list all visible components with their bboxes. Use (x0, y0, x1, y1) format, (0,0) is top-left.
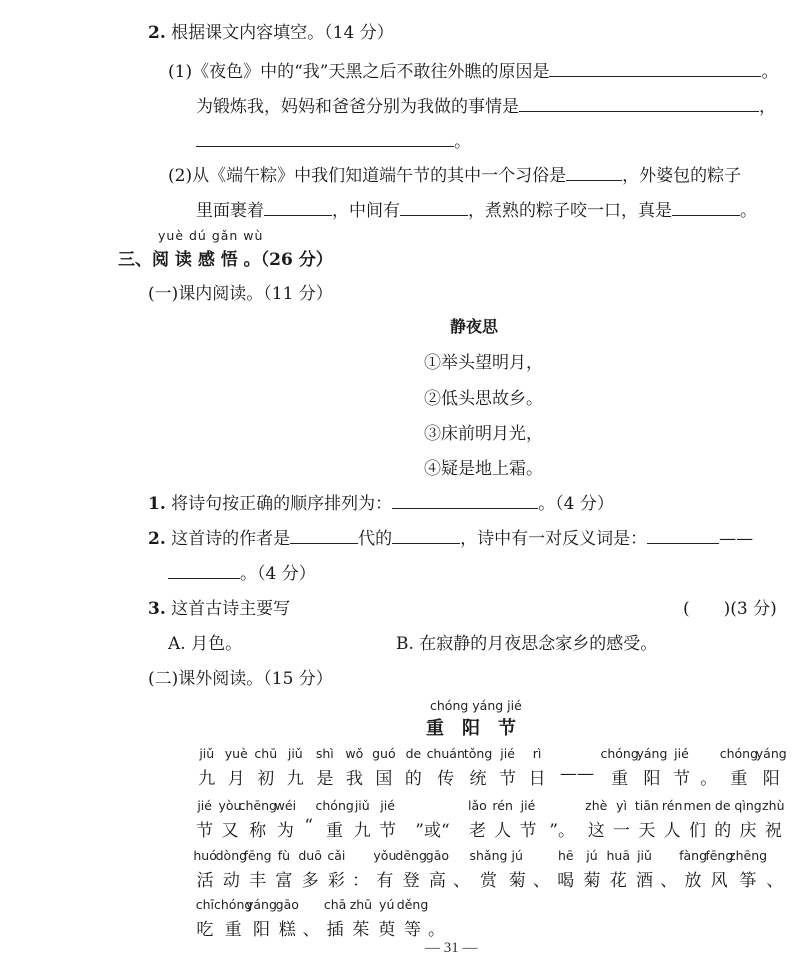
story-char-hanzi: 的 (404, 769, 422, 789)
poem-line-4: ④疑是地上霜。 (424, 459, 543, 479)
s3-q1-score: 。（4 分） (538, 494, 614, 514)
section3-pinyin: yuè dú gǎn wù (158, 228, 264, 243)
story-char-hanzi: 重 (730, 769, 748, 789)
answer-blank[interactable] (264, 214, 332, 216)
story-char-hanzi: 等 (404, 920, 422, 940)
story-char-hanzi: 天 (638, 821, 656, 841)
story-char-pinyin: zhè (585, 798, 608, 813)
story-char-hanzi: 为 (276, 821, 294, 841)
answer-blank[interactable] (168, 577, 240, 579)
s3-q2-number: 2. (148, 529, 166, 549)
story-char-pinyin: cǎi (327, 848, 346, 863)
story-char-pinyin: rì (532, 746, 542, 761)
s3-q2-text-a: 这首诗的作者是 (171, 529, 291, 549)
story-char-hanzi: 重 (326, 821, 344, 841)
story-char-pinyin: yì (616, 798, 627, 813)
story-char-pinyin: jiǔ (287, 746, 303, 761)
story-char-hanzi: 一 (613, 821, 631, 841)
story-char-hanzi: “ (304, 816, 314, 836)
story-char-hanzi: 花 (609, 871, 627, 891)
story-char-pinyin: fēng (243, 848, 272, 863)
story-char (421, 897, 451, 940)
story-char-hanzi: 节 (672, 769, 690, 789)
story-char-pinyin: dēng (395, 848, 427, 863)
story-char-pinyin: jié (500, 746, 515, 761)
story-char (760, 848, 790, 891)
s3-q3-option-a[interactable]: A. 月色。 (168, 634, 243, 654)
story-char-pinyin: wéi (274, 798, 297, 813)
story-char-hanzi: 九 (353, 821, 371, 841)
q2-part1-line2 (196, 92, 776, 117)
s3-q3-text: 这首古诗主要写 (171, 599, 291, 619)
story-char-hanzi: 称 (249, 821, 267, 841)
page-number: — 31 — (425, 940, 478, 956)
story-char-pinyin: dòng (215, 848, 248, 863)
story-char-pinyin: lǎo (467, 798, 487, 813)
story-char-hanzi: 节 (519, 821, 537, 841)
story-char-hanzi: 多 (301, 871, 319, 891)
story-char-pinyin: shì (315, 746, 334, 761)
q2-part2-text: (2)从《端午粽》中我们知道端午节的其中一个习俗是 (168, 166, 567, 186)
dash: —— (719, 529, 754, 549)
answer-blank[interactable] (647, 542, 719, 544)
story-char-hanzi: 、 (532, 871, 550, 891)
s3-q2-score: 。（4 分） (240, 564, 316, 584)
q2-part2-line1 (168, 161, 741, 186)
story-char-pinyin: chā (323, 897, 347, 912)
q2-part1-line3 (196, 127, 471, 152)
story-char-pinyin: yuè (224, 746, 248, 761)
story-char-hanzi: 节 (499, 769, 517, 789)
story-char-hanzi: 风 (710, 871, 728, 891)
answer-blank[interactable] (392, 507, 538, 509)
story-char-pinyin: qìng (734, 798, 762, 813)
q2-part2-text-mid: ，外婆包的粽子 (622, 166, 742, 186)
story-char-hanzi: 。 (427, 920, 445, 940)
answer-blank[interactable] (519, 110, 759, 112)
story-char-pinyin: yáng (755, 746, 787, 761)
story-char-pinyin: wǒ (345, 746, 364, 761)
story-char-pinyin: hē (557, 848, 574, 863)
poem-line-2: ②低头思故乡。 (424, 389, 543, 409)
story-char-hanzi: 糕 (278, 920, 296, 940)
story-char-hanzi: 菊 (508, 871, 526, 891)
q2-number: 2. (148, 23, 166, 43)
story-char-pinyin: chuán (426, 746, 465, 761)
answer-blank[interactable] (392, 542, 460, 544)
s3-q2-text-b: 代的 (358, 529, 393, 549)
punct: 。 (761, 62, 779, 82)
s3-q3 (148, 594, 290, 619)
q2-part1-text2: 为锻炼我，妈妈和爸爸分别为我做的事情是 (196, 97, 519, 117)
story-char-pinyin: jié (520, 798, 536, 813)
story-char-hanzi: ”或“ (415, 821, 450, 841)
story-char-pinyin: jié (197, 798, 212, 813)
q2-title: 根据课文内容填空。（14 分） (171, 23, 394, 43)
story-char-pinyin: yǒu (373, 848, 397, 863)
story-char-pinyin: jié (674, 746, 689, 761)
story-char-pinyin: duō (298, 848, 322, 863)
story-char-hanzi: 登 (402, 871, 420, 891)
punct: ， (759, 97, 776, 117)
story-char-pinyin: jiǔ (354, 798, 370, 813)
story-char-hanzi: 阳 (762, 769, 780, 789)
story-char-pinyin: zhū (349, 897, 373, 912)
story-char-pinyin: de (405, 746, 422, 761)
s3-q3-option-b[interactable]: B. 在寂静的月夜思念家乡的感受。 (396, 634, 658, 654)
q2-part2-b3: ，煮熟的粽子咬一口，真是 (468, 201, 672, 221)
s3-q3-number: 3. (148, 599, 166, 619)
story-char-pinyin: jú (586, 848, 598, 863)
story-char-hanzi: 彩 (327, 871, 345, 891)
story-char-pinyin: huā (606, 848, 631, 863)
story-char-hanzi: 、 (453, 871, 471, 891)
answer-blank[interactable] (566, 179, 622, 181)
story-char-hanzi: 动 (222, 871, 240, 891)
answer-blank[interactable] (196, 145, 454, 147)
q2-heading (148, 18, 394, 43)
story-char-pinyin: yáng (246, 897, 277, 912)
story-char-pinyin: chēng (238, 798, 277, 813)
story-char-pinyin: chóng (315, 798, 354, 813)
story-char-hanzi: 国 (375, 769, 393, 789)
story-char-pinyin: chóng (719, 746, 759, 761)
story-char-hanzi: 我 (345, 769, 363, 789)
story-char-pinyin: fàng (679, 848, 708, 863)
story-char-pinyin (396, 798, 469, 816)
story-char (752, 746, 790, 789)
story-char-hanzi: 插 (326, 920, 344, 940)
story-char-hanzi: 老 (468, 821, 486, 841)
story-char-hanzi: 九 (286, 769, 304, 789)
story-char-hanzi: 高 (428, 871, 446, 891)
story-char-pinyin: chóng (600, 746, 639, 761)
story-char-hanzi: 放 (684, 871, 702, 891)
story-char-pinyin (760, 848, 790, 866)
s3-q1-number: 1. (148, 494, 166, 514)
q2-part2-b2: ，中间有 (332, 201, 400, 221)
story-char-hanzi: 初 (257, 769, 275, 789)
q2-part2-b1: 里面裹着 (196, 201, 264, 221)
story-char-pinyin: chī (195, 897, 215, 912)
story-char-hanzi: 吃 (196, 920, 214, 940)
story-char-pinyin: de (714, 798, 731, 813)
story-char-pinyin: yú (379, 897, 395, 912)
s3-q2-text-c: ，诗中有一对反义词是： (460, 529, 648, 549)
poem-line-1: ①举头望明月， (424, 353, 543, 373)
punct: 。 (740, 201, 757, 221)
story-char-hanzi: 赏 (479, 871, 497, 891)
story-char-pinyin: děng (396, 897, 429, 912)
story-char-pinyin: yòu (218, 798, 242, 813)
story-char-hanzi: 活 (196, 871, 214, 891)
story-char-hanzi: 有 (376, 871, 394, 891)
story-char-pinyin: yáng (636, 746, 668, 761)
q2-part1-line1 (168, 57, 778, 82)
story-char-hanzi: —— (559, 764, 594, 784)
story-char-hanzi: 萸 (378, 920, 396, 940)
story-char-hanzi: ： (352, 871, 370, 891)
story-char-hanzi: 筝 (739, 871, 757, 891)
story-char-hanzi: 庆 (739, 821, 757, 841)
story-char-pinyin: fù (277, 848, 291, 863)
story-char-pinyin: shǎng (469, 848, 508, 863)
story-char-hanzi: 阳 (252, 920, 270, 940)
s3-q1 (148, 489, 614, 514)
story-char-pinyin: jiǔ (637, 848, 652, 863)
story-char-hanzi: 酒 (636, 871, 653, 891)
story-char-pinyin: huó (193, 848, 217, 863)
s3-q3-answer-box[interactable]: ( )(3 分) (683, 599, 777, 619)
part2-heading: (二)课外阅读。（15 分） (148, 669, 333, 689)
story-char-hanzi: 节 (196, 821, 214, 841)
story-char-pinyin: gāo (275, 897, 299, 912)
story-char-hanzi: 节 (379, 821, 397, 841)
s3-q2-line1 (148, 524, 753, 549)
s3-q1-text: 将诗句按正确的顺序排列为： (171, 494, 393, 514)
story-char-hanzi: 的 (714, 821, 732, 841)
story-char-pinyin: jú (511, 848, 523, 863)
story-char-hanzi: 富 (275, 871, 293, 891)
story-char-hanzi: ”。 (549, 821, 575, 841)
story-char-pinyin: jié (380, 798, 395, 813)
story-char-pinyin: tiān (634, 798, 659, 813)
story-char-pinyin: rén (492, 798, 513, 813)
story-char-pinyin: gāo (425, 848, 450, 863)
answer-blank[interactable] (290, 542, 358, 544)
story-title-pinyin: chóng yáng jié (430, 698, 522, 713)
story-char-pinyin: chū (254, 746, 278, 761)
story-char-hanzi: 这 (587, 821, 605, 841)
answer-blank[interactable] (672, 214, 740, 216)
story-char-pinyin: guó (372, 746, 396, 761)
story-char-hanzi: 祝 (764, 821, 782, 841)
story-char-hanzi: 、 (302, 920, 320, 940)
q2-part2-line2 (196, 196, 757, 221)
story-char-pinyin: fēng (705, 848, 734, 863)
answer-blank[interactable] (400, 214, 468, 216)
q2-part1-text: (1)《夜色》中的“我”天黑之后不敢往外瞧的原因是 (168, 62, 550, 82)
story-char-pinyin: zhù (762, 798, 785, 813)
story-char (757, 798, 790, 841)
story-char-hanzi: 统 (469, 769, 487, 789)
story-char-hanzi: 九 (198, 769, 216, 789)
story-char-hanzi: 人 (494, 821, 512, 841)
story-char-hanzi: 阳 (643, 769, 661, 789)
section3-title: 三、阅 读 感 悟 。（26 分） (118, 250, 333, 270)
story-char-hanzi: 日 (528, 769, 546, 789)
s3-q2-line2 (168, 559, 316, 584)
story-char-pinyin: tǒng (463, 746, 493, 761)
poem-title: 静夜思 (450, 317, 499, 336)
story-title: 重 阳 节 (426, 718, 516, 739)
story-char-hanzi: 们 (688, 821, 706, 841)
poem-line-3: ③床前明月光， (424, 424, 543, 444)
story-char-hanzi: 月 (227, 769, 245, 789)
story-char-hanzi: 丰 (249, 871, 267, 891)
story-char (396, 798, 469, 841)
story-char-pinyin: chóng (214, 897, 253, 912)
story-char-hanzi: 人 (663, 821, 681, 841)
story-char-pinyin: men (683, 798, 712, 813)
story-char-hanzi: 重 (611, 769, 629, 789)
story-char-hanzi: 传 (437, 769, 455, 789)
story-char-pinyin: zhēng (729, 848, 768, 863)
story-char-hanzi: 又 (221, 821, 239, 841)
story-char-hanzi: 重 (224, 920, 242, 940)
story-char-hanzi: 、 (660, 871, 678, 891)
story-char-hanzi: 、 (766, 871, 784, 891)
story-char-hanzi: 菊 (583, 871, 601, 891)
story-char-hanzi: 。 (700, 769, 718, 789)
story-char-hanzi: 茱 (352, 920, 370, 940)
story-char-pinyin (421, 897, 451, 915)
punct: 。 (454, 132, 471, 152)
answer-blank[interactable] (549, 75, 761, 77)
story-char-pinyin: jiǔ (199, 746, 215, 761)
story-char-pinyin: rén (661, 798, 683, 813)
story-char-hanzi: 是 (316, 769, 334, 789)
story-char-hanzi: 喝 (557, 871, 575, 891)
part1-heading: (一)课内阅读。（11 分） (148, 284, 333, 304)
